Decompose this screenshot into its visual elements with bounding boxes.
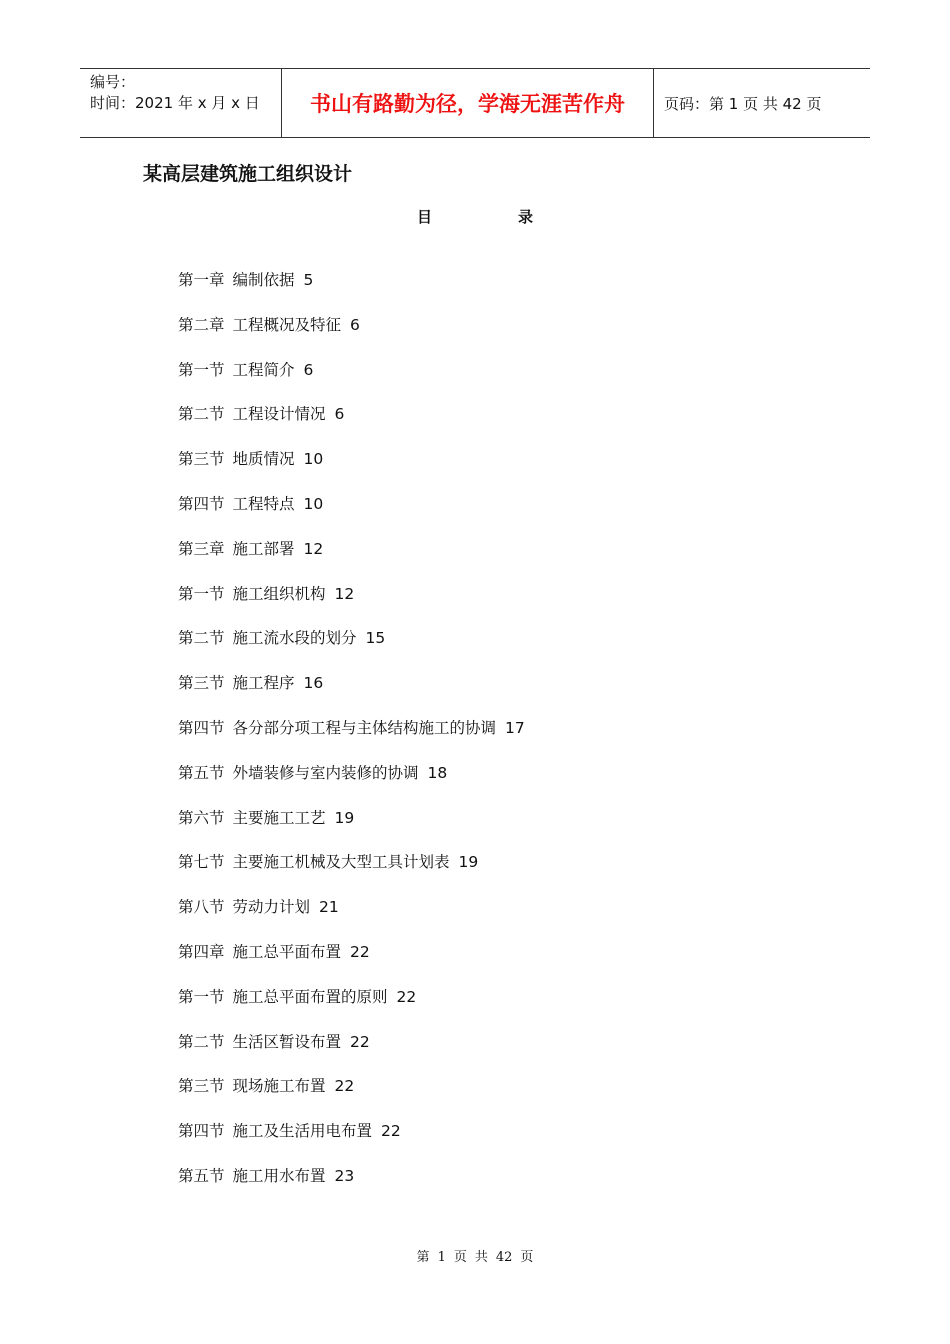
toc-entry-label: 第八节 [178, 898, 225, 917]
document-title: 某高层建筑施工组织设计 [143, 163, 353, 185]
toc-entry[interactable] [178, 714, 525, 759]
toc-entry-page: 10 [303, 450, 324, 469]
toc-entry-text: 施工总平面布置的原则 [232, 987, 388, 1006]
toc-entry[interactable] [178, 938, 525, 983]
toc-entry-text: 施工总平面布置 [232, 942, 342, 961]
toc-entry-page: 6 [334, 405, 345, 424]
toc-heading-right: 录 [518, 208, 534, 226]
header-meta [80, 69, 282, 137]
toc-entry[interactable] [178, 983, 525, 1028]
toc-entry-text: 施工及生活用电布置 [232, 1122, 373, 1141]
document-header [80, 68, 870, 138]
document-date: 时间：2021 年 x 月 x 日 [90, 94, 260, 112]
toc-entry-text: 各分部分项工程与主体结构施工的协调 [232, 718, 497, 737]
toc-entry-text: 工程概况及特征 [232, 315, 342, 334]
toc-entry-page: 15 [365, 629, 386, 648]
toc-entry-text: 主要施工工艺 [232, 808, 326, 827]
header-motto: 书山有路勤为径，学海无涯苦作舟 [282, 69, 654, 137]
toc-entry[interactable] [178, 1072, 525, 1117]
page-footer [0, 1246, 950, 1265]
toc-entry-page: 22 [381, 1122, 401, 1141]
toc-entry-page: 6 [350, 315, 360, 334]
toc-entry[interactable] [178, 266, 525, 311]
toc-entry-page: 16 [303, 674, 324, 693]
toc-entry[interactable] [178, 1162, 525, 1207]
toc-entry-text: 施工程序 [232, 674, 295, 693]
toc-entry-label: 第七节 [178, 853, 225, 872]
toc-entry-label: 第四节 [178, 494, 225, 513]
toc-entry-label: 第一节 [178, 987, 225, 1006]
toc-entry-page: 17 [505, 718, 525, 737]
footer-ye2: 页 [520, 1250, 534, 1265]
header-page-info: 页码：第 1 页 共 42 页 [664, 94, 822, 113]
toc-entry-text: 主要施工机械及大型工具计划表 [232, 853, 450, 872]
toc-entry[interactable] [178, 1117, 525, 1162]
toc-entry-label: 第二节 [178, 405, 225, 424]
toc-entry-page: 10 [303, 494, 324, 513]
toc-entry-label: 第一节 [178, 360, 225, 379]
toc-entry[interactable] [178, 893, 525, 938]
toc-entry-label: 第二节 [178, 1032, 225, 1051]
toc-entry-label: 第一章 [178, 271, 225, 289]
document-number-label: 编号： [90, 73, 136, 91]
toc-entry[interactable] [178, 356, 525, 401]
toc-entry-text: 现场施工布置 [232, 1077, 326, 1096]
toc-entry-page: 21 [319, 898, 339, 917]
toc-entry[interactable] [178, 848, 525, 893]
toc-entry[interactable] [178, 490, 525, 535]
toc-entry-text: 地质情况 [232, 450, 295, 469]
toc-entry-label: 第六节 [178, 808, 225, 827]
toc-entry-label: 第三章 [178, 539, 225, 558]
toc-entry-page: 12 [303, 539, 324, 558]
toc-entry[interactable] [178, 400, 525, 445]
footer-di: 第 [416, 1250, 430, 1265]
toc-entry-label: 第三节 [178, 450, 225, 469]
toc-entry-label: 第四节 [178, 1122, 225, 1141]
toc-entry[interactable] [178, 669, 525, 714]
toc-entry-text: 施工用水布置 [232, 1166, 326, 1185]
toc-entry-label: 第五节 [178, 763, 225, 782]
toc-entry-page: 23 [334, 1166, 355, 1185]
toc-entry[interactable] [178, 535, 525, 580]
toc-entry-page: 12 [334, 584, 355, 603]
toc-entry-page: 22 [350, 1032, 370, 1051]
toc-entry[interactable] [178, 1028, 525, 1073]
toc-entry-label: 第四节 [178, 718, 225, 737]
toc-entry-page: 18 [427, 763, 448, 782]
toc-entry[interactable] [178, 759, 525, 804]
toc-entry-label: 第三节 [178, 674, 225, 693]
toc-entry-label: 第三节 [178, 1077, 225, 1096]
toc-entry-label: 第二节 [178, 629, 225, 648]
toc-entry-page: 6 [303, 360, 314, 379]
toc-entry-page: 22 [350, 942, 370, 961]
footer-gong: 共 [474, 1250, 488, 1265]
toc-entry[interactable] [178, 580, 525, 625]
toc-entry-text: 施工流水段的划分 [232, 629, 357, 648]
toc-entry-label: 第五节 [178, 1166, 225, 1185]
footer-page-number: 1 [437, 1250, 446, 1265]
toc-entry-label: 第四章 [178, 942, 225, 961]
toc-entry-label: 第二章 [178, 315, 225, 334]
toc-entry-text: 工程设计情况 [232, 405, 326, 424]
toc-entry[interactable] [178, 804, 525, 849]
table-of-contents [178, 266, 525, 1207]
toc-entry-text: 编制依据 [232, 271, 295, 289]
toc-entry-page: 22 [396, 987, 417, 1006]
footer-ye: 页 [453, 1250, 467, 1265]
toc-entry-page: 19 [334, 808, 355, 827]
toc-entry-text: 生活区暂设布置 [232, 1032, 342, 1051]
toc-entry-text: 劳动力计划 [232, 898, 311, 917]
toc-entry-text: 工程简介 [232, 360, 295, 379]
toc-entry[interactable] [178, 445, 525, 490]
footer-total-pages: 42 [495, 1250, 513, 1265]
toc-entry[interactable] [178, 624, 525, 669]
toc-entry-text: 施工部署 [232, 539, 295, 558]
toc-entry-text: 工程特点 [232, 494, 295, 513]
toc-entry-page: 5 [303, 271, 314, 289]
toc-heading-left: 目 [417, 208, 433, 226]
toc-entry[interactable] [178, 311, 525, 356]
toc-entry-page: 19 [458, 853, 479, 872]
toc-entry-text: 外墙装修与室内装修的协调 [232, 763, 419, 782]
toc-entry-text: 施工组织机构 [232, 584, 326, 603]
toc-entry-page: 22 [334, 1077, 355, 1096]
toc-entry-label: 第一节 [178, 584, 225, 603]
